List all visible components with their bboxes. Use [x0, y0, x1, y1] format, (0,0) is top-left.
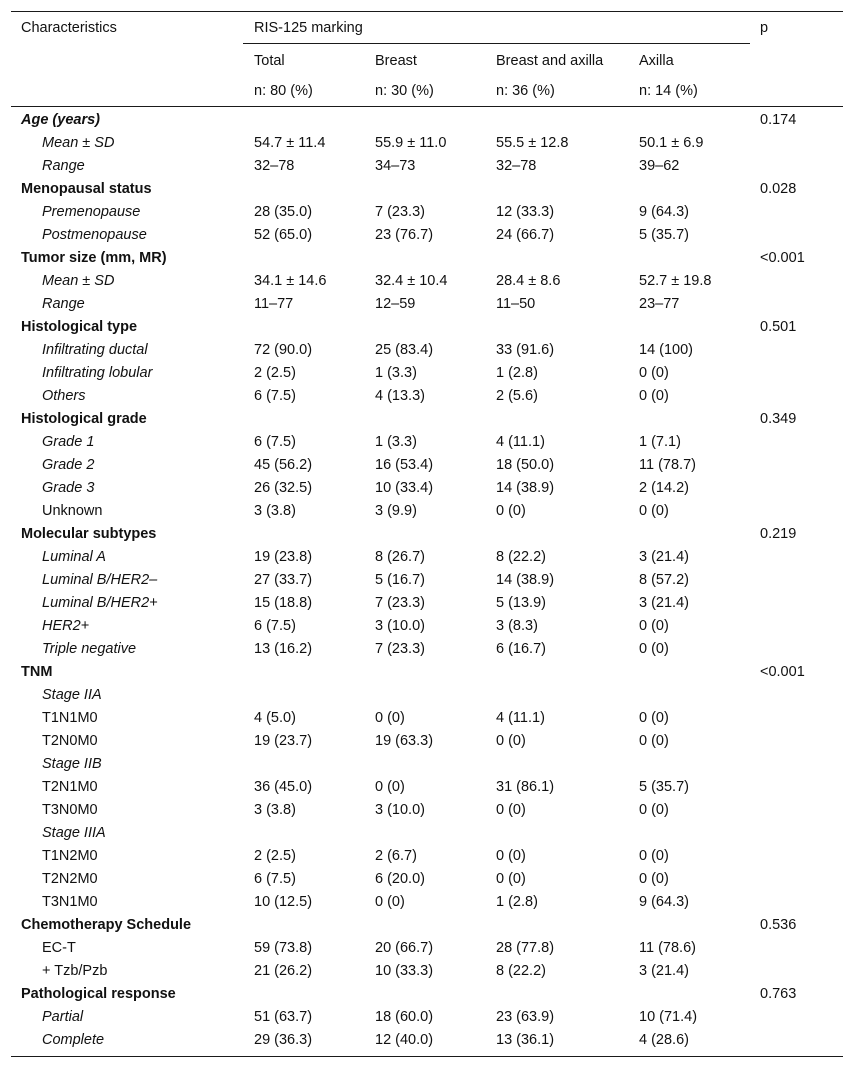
cell-breast-axilla: 1 (2.8): [496, 365, 538, 381]
row-label: Mean ± SD: [42, 135, 115, 151]
section-label: Chemotherapy Schedule: [21, 917, 192, 933]
cell-breast: 0 (0): [375, 894, 405, 910]
section-label: Histological grade: [21, 411, 147, 427]
header-n-breast-axilla: n: 36 (%): [496, 83, 555, 99]
row-label: Infiltrating ductal: [42, 342, 148, 358]
header-col-breast-axilla: Breast and axilla: [496, 53, 604, 69]
cell-total: 11–77: [254, 296, 294, 312]
p-value: 0.349: [760, 411, 797, 427]
header-n-total: n: 80 (%): [254, 83, 313, 99]
row-label: Stage IIA: [42, 687, 102, 703]
cell-breast-axilla: 33 (91.6): [496, 342, 555, 358]
cell-breast: 6 (20.0): [375, 871, 425, 887]
cell-breast-axilla: 5 (13.9): [496, 595, 546, 611]
cell-total: 45 (56.2): [254, 457, 313, 473]
cell-breast-axilla: 14 (38.9): [496, 572, 555, 588]
cell-breast-axilla: 4 (11.1): [496, 434, 545, 450]
p-value: 0.763: [760, 986, 797, 1002]
cell-total: 19 (23.8): [254, 549, 313, 565]
row-label: Grade 1: [42, 434, 95, 450]
cell-total: 34.1 ± 14.6: [254, 273, 327, 289]
cell-axilla: 3 (21.4): [639, 595, 689, 611]
cell-axilla: 9 (64.3): [639, 204, 689, 220]
cell-axilla: 11 (78.6): [639, 940, 696, 956]
row-label: Luminal B/HER2–: [42, 572, 158, 588]
cell-breast-axilla: 55.5 ± 12.8: [496, 135, 569, 151]
cell-breast-axilla: 31 (86.1): [496, 779, 555, 795]
cell-breast: 10 (33.3): [375, 963, 434, 979]
cell-total: 51 (63.7): [254, 1009, 313, 1025]
row-label: Infiltrating lobular: [42, 365, 153, 381]
cell-total: 3 (3.8): [254, 503, 296, 519]
cell-breast-axilla: 12 (33.3): [496, 204, 555, 220]
section-label: Molecular subtypes: [21, 526, 157, 542]
cell-breast: 12 (40.0): [375, 1032, 434, 1048]
row-label: Mean ± SD: [42, 273, 115, 289]
cell-total: 6 (7.5): [254, 434, 296, 450]
row-label: Postmenopause: [42, 227, 147, 243]
cell-axilla: 0 (0): [639, 388, 669, 404]
section-label: TNM: [21, 664, 53, 680]
cell-axilla: 5 (35.7): [639, 779, 689, 795]
cell-axilla: 0 (0): [639, 641, 669, 657]
cell-axilla: 0 (0): [639, 848, 669, 864]
cell-breast: 3 (10.0): [375, 802, 425, 818]
row-label: Premenopause: [42, 204, 141, 220]
cell-breast: 3 (10.0): [375, 618, 425, 634]
cell-axilla: 0 (0): [639, 802, 669, 818]
header-col-total: Total: [254, 53, 285, 69]
cell-axilla: 9 (64.3): [639, 894, 689, 910]
cell-axilla: 4 (28.6): [639, 1032, 689, 1048]
cell-breast: 18 (60.0): [375, 1009, 434, 1025]
cell-total: 6 (7.5): [254, 871, 296, 887]
cell-axilla: 3 (21.4): [639, 549, 689, 565]
section-label: Age (years): [21, 112, 100, 128]
cell-breast: 23 (76.7): [375, 227, 434, 243]
cell-total: 28 (35.0): [254, 204, 313, 220]
cell-total: 54.7 ± 11.4: [254, 135, 326, 151]
cell-total: 2 (2.5): [254, 848, 296, 864]
cell-total: 72 (90.0): [254, 342, 313, 358]
row-label: Grade 3: [42, 480, 95, 496]
row-label: Range: [42, 296, 85, 312]
row-label: + Tzb/Pzb: [42, 963, 108, 979]
cell-total: 29 (36.3): [254, 1032, 313, 1048]
row-label: T1N1M0: [42, 710, 98, 726]
p-value: 0.219: [760, 526, 797, 542]
row-label: Complete: [42, 1032, 105, 1048]
header-col-axilla: Axilla: [639, 53, 674, 69]
header-col-breast: Breast: [375, 53, 417, 69]
header-p: p: [760, 20, 769, 36]
section-label: Pathological response: [21, 986, 176, 1002]
cell-breast-axilla: 1 (2.8): [496, 894, 538, 910]
cell-total: 6 (7.5): [254, 388, 296, 404]
p-value: 0.174: [760, 112, 797, 128]
cell-breast: 19 (63.3): [375, 733, 434, 749]
cell-breast-axilla: 8 (22.2): [496, 549, 546, 565]
row-label: T2N1M0: [42, 779, 98, 795]
cell-breast-axilla: 8 (22.2): [496, 963, 546, 979]
cell-total: 26 (32.5): [254, 480, 313, 496]
cell-breast-axilla: 14 (38.9): [496, 480, 555, 496]
cell-total: 52 (65.0): [254, 227, 313, 243]
cell-axilla: 0 (0): [639, 710, 669, 726]
cell-total: 15 (18.8): [254, 595, 313, 611]
cell-total: 36 (45.0): [254, 779, 313, 795]
cell-breast: 32.4 ± 10.4: [375, 273, 448, 289]
cell-total: 13 (16.2): [254, 641, 313, 657]
row-label: Range: [42, 158, 85, 174]
cell-axilla: 14 (100): [639, 342, 694, 358]
header-characteristics: Characteristics: [21, 20, 117, 36]
cell-axilla: 23–77: [639, 296, 680, 312]
cell-breast-axilla: 24 (66.7): [496, 227, 555, 243]
p-value: 0.536: [760, 917, 797, 933]
row-label: EC-T: [42, 940, 76, 956]
section-label: Tumor size (mm, MR): [21, 250, 167, 266]
row-label: T3N0M0: [42, 802, 98, 818]
cell-total: 59 (73.8): [254, 940, 313, 956]
cell-axilla: 0 (0): [639, 871, 669, 887]
cell-breast-axilla: 2 (5.6): [496, 388, 538, 404]
cell-breast-axilla: 0 (0): [496, 503, 526, 519]
cell-breast-axilla: 0 (0): [496, 733, 526, 749]
cell-breast: 7 (23.3): [375, 641, 425, 657]
cell-breast: 34–73: [375, 158, 416, 174]
cell-breast-axilla: 32–78: [496, 158, 537, 174]
p-value: <0.001: [760, 250, 805, 266]
cell-total: 6 (7.5): [254, 618, 296, 634]
cell-breast: 7 (23.3): [375, 204, 425, 220]
cell-breast-axilla: 28.4 ± 8.6: [496, 273, 561, 289]
row-label: Triple negative: [42, 641, 137, 657]
cell-total: 10 (12.5): [254, 894, 313, 910]
cell-axilla: 3 (21.4): [639, 963, 689, 979]
cell-breast-axilla: 13 (36.1): [496, 1032, 555, 1048]
cell-breast: 8 (26.7): [375, 549, 425, 565]
cell-breast-axilla: 23 (63.9): [496, 1009, 555, 1025]
cell-axilla: 5 (35.7): [639, 227, 689, 243]
row-label: Grade 2: [42, 457, 95, 473]
cell-breast-axilla: 11–50: [496, 296, 536, 312]
cell-breast: 7 (23.3): [375, 595, 425, 611]
cell-breast-axilla: 0 (0): [496, 802, 526, 818]
cell-breast: 0 (0): [375, 710, 405, 726]
row-label: Stage IIIA: [42, 825, 106, 841]
cell-axilla: 39–62: [639, 158, 680, 174]
section-label: Histological type: [21, 319, 138, 335]
p-value: 0.501: [760, 319, 797, 335]
row-label: T2N0M0: [42, 733, 98, 749]
cell-breast-axilla: 6 (16.7): [496, 641, 546, 657]
header-ris125-marking: RIS-125 marking: [254, 20, 363, 36]
cell-total: 4 (5.0): [254, 710, 296, 726]
cell-breast: 12–59: [375, 296, 416, 312]
cell-axilla: 1 (7.1): [639, 434, 681, 450]
cell-breast: 3 (9.9): [375, 503, 417, 519]
cell-breast: 0 (0): [375, 779, 405, 795]
cell-axilla: 0 (0): [639, 503, 669, 519]
row-label: Stage IIB: [42, 756, 102, 772]
cell-breast: 10 (33.4): [375, 480, 434, 496]
cell-total: 21 (26.2): [254, 963, 313, 979]
cell-axilla: 52.7 ± 19.8: [639, 273, 712, 289]
cell-axilla: 8 (57.2): [639, 572, 689, 588]
cell-total: 3 (3.8): [254, 802, 296, 818]
cell-total: 2 (2.5): [254, 365, 296, 381]
cell-breast-axilla: 18 (50.0): [496, 457, 555, 473]
row-label: T3N1M0: [42, 894, 98, 910]
row-label: T1N2M0: [42, 848, 98, 864]
cell-axilla: 50.1 ± 6.9: [639, 135, 704, 151]
cell-total: 32–78: [254, 158, 295, 174]
cell-breast: 4 (13.3): [375, 388, 425, 404]
cell-breast: 5 (16.7): [375, 572, 425, 588]
cell-breast: 2 (6.7): [375, 848, 417, 864]
cell-breast-axilla: 0 (0): [496, 871, 526, 887]
row-label: T2N2M0: [42, 871, 98, 887]
cell-breast: 16 (53.4): [375, 457, 434, 473]
p-value: <0.001: [760, 664, 805, 680]
row-label: Unknown: [42, 503, 103, 519]
cell-breast-axilla: 0 (0): [496, 848, 526, 864]
cell-axilla: 0 (0): [639, 365, 669, 381]
row-label: Partial: [42, 1009, 84, 1025]
cell-breast-axilla: 4 (11.1): [496, 710, 545, 726]
row-label: Others: [42, 388, 86, 404]
row-label: Luminal A: [42, 549, 106, 565]
cell-breast: 20 (66.7): [375, 940, 434, 956]
row-label: HER2+: [42, 618, 90, 634]
cell-breast: 1 (3.3): [375, 434, 417, 450]
cell-axilla: 0 (0): [639, 733, 669, 749]
cell-axilla: 10 (71.4): [639, 1009, 698, 1025]
cell-breast: 1 (3.3): [375, 365, 417, 381]
section-label: Menopausal status: [21, 181, 152, 197]
cell-breast-axilla: 3 (8.3): [496, 618, 538, 634]
cell-breast-axilla: 28 (77.8): [496, 940, 555, 956]
cell-total: 19 (23.7): [254, 733, 313, 749]
cell-breast: 55.9 ± 11.0: [375, 135, 447, 151]
header-n-breast: n: 30 (%): [375, 83, 434, 99]
header-n-axilla: n: 14 (%): [639, 83, 698, 99]
p-value: 0.028: [760, 181, 797, 197]
row-label: Luminal B/HER2+: [42, 595, 158, 611]
cell-axilla: 0 (0): [639, 618, 669, 634]
cell-axilla: 11 (78.7): [639, 457, 696, 473]
cell-axilla: 2 (14.2): [639, 480, 689, 496]
cell-breast: 25 (83.4): [375, 342, 434, 358]
cell-total: 27 (33.7): [254, 572, 313, 588]
